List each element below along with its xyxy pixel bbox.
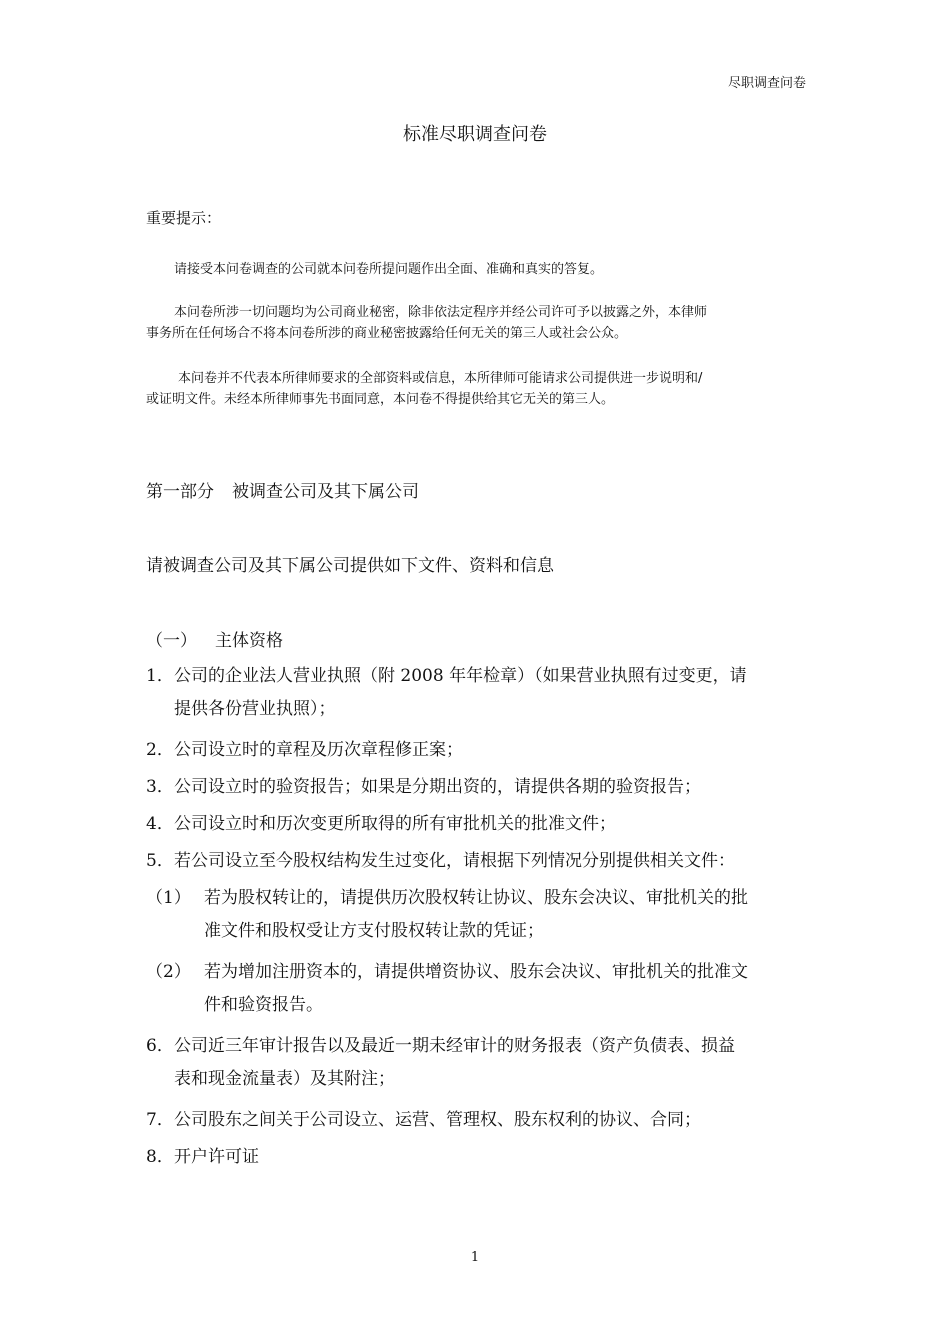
sub-item-text: 若为股权转让的，请提供历次股权转让协议、股东会决议、审批机关的批 xyxy=(204,888,748,908)
item-text: 若公司设立至今股权结构发生过变化，请根据下列情况分别提供相关文件： xyxy=(174,851,735,871)
part-number: 第一部分 xyxy=(146,482,214,502)
notice-p2-line-1: 本问卷所涉一切问题均为公司商业秘密，除非依法定程序并经公司许可予以披露之外，本律师 xyxy=(174,305,708,320)
item-text: 公司股东之间关于公司设立、运营、管理权、股东权利的协议、合同； xyxy=(174,1110,701,1130)
list-item xyxy=(146,845,735,878)
section-number: （一） xyxy=(146,631,197,651)
item-number: 5． xyxy=(146,851,174,871)
page-number: 1 xyxy=(470,1250,480,1265)
notice-p3-line-2: 或证明文件。未经本所律师事先书面同意，本问卷不得提供给其它无关的第三人。 xyxy=(146,392,615,407)
notice-paragraph-3 xyxy=(146,368,702,410)
item-number: 1． xyxy=(146,666,174,686)
item-number: 2． xyxy=(146,740,174,760)
list-item xyxy=(146,1141,259,1174)
notice-p3-line-1: 本问卷并不代表本所律师要求的全部资料或信息，本所律师可能请求公司提供进一步说明和/ xyxy=(178,371,703,386)
sub-item-number: （1） xyxy=(146,888,191,908)
item-number: 3． xyxy=(146,777,174,797)
list-item xyxy=(146,1104,701,1137)
section-heading xyxy=(146,626,283,651)
item-text-continued: 表和现金流量表）及其附注； xyxy=(174,1069,395,1089)
item-text: 公司的企业法人营业执照（附 2008 年年检章）（如果营业执照有过变更，请 xyxy=(174,666,747,686)
item-text: 公司设立时的章程及历次章程修正案； xyxy=(174,740,463,760)
document-title: 标准尽职调查问卷 xyxy=(403,124,547,145)
sub-list-item xyxy=(146,956,748,1022)
item-text: 公司近三年审计报告以及最近一期未经审计的财务报表（资产负债表、损益 xyxy=(174,1036,735,1056)
list-item xyxy=(146,660,747,726)
sub-item-text-continued: 准文件和股权受让方支付股权转让款的凭证； xyxy=(204,921,544,941)
notice-p2-line-2: 事务所在任何场合不将本问卷所涉的商业秘密披露给任何无关的第三人或社会公众。 xyxy=(146,326,628,341)
item-text: 公司设立时和历次变更所取得的所有审批机关的批准文件； xyxy=(174,814,616,834)
notice-p1-line: 请接受本问卷调查的公司就本问卷所提问题作出全面、准确和真实的答复。 xyxy=(174,262,604,277)
sub-item-text: 若为增加注册资本的，请提供增资协议、股东会决议、审批机关的批准文 xyxy=(204,962,748,982)
list-item xyxy=(146,771,701,804)
part-heading xyxy=(146,477,419,502)
running-header: 尽职调查问卷 xyxy=(727,76,806,91)
item-number: 4． xyxy=(146,814,174,834)
section-name: 主体资格 xyxy=(215,631,283,651)
item-text-continued: 提供各份营业执照）； xyxy=(174,699,336,719)
notice-label: 重要提示： xyxy=(146,209,222,227)
item-number: 7． xyxy=(146,1110,174,1130)
notice-paragraph-1 xyxy=(146,259,603,280)
item-number: 8． xyxy=(146,1147,174,1167)
part-name: 被调查公司及其下属公司 xyxy=(232,482,419,502)
intro-text: 请被调查公司及其下属公司提供如下文件、资料和信息 xyxy=(146,556,554,576)
notice-paragraph-2 xyxy=(146,302,707,344)
item-text: 公司设立时的验资报告；如果是分期出资的，请提供各期的验资报告； xyxy=(174,777,701,797)
list-item xyxy=(146,734,463,767)
sub-item-text-continued: 件和验资报告。 xyxy=(204,995,323,1015)
sub-item-number: （2） xyxy=(146,962,191,982)
item-text: 开户许可证 xyxy=(174,1147,259,1167)
sub-list-item xyxy=(146,882,748,948)
item-number: 6． xyxy=(146,1036,174,1056)
list-item xyxy=(146,1030,735,1096)
list-item xyxy=(146,808,616,841)
